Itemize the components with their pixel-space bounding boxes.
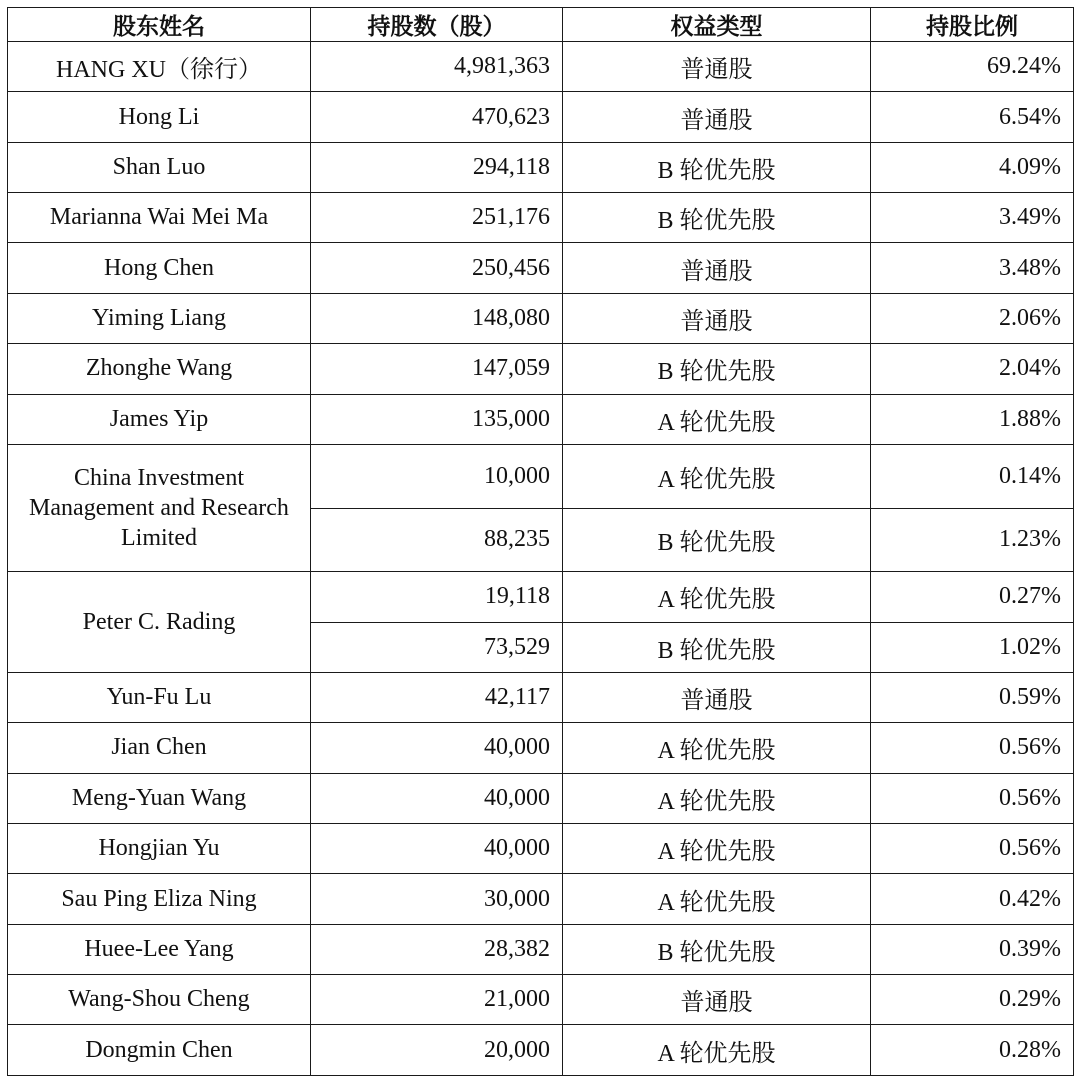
shareholder-name-cell: HANG XU（徐行）: [8, 42, 311, 92]
equity-type-cell: 普通股: [563, 42, 871, 92]
share-count-cell: 20,000: [311, 1025, 563, 1076]
share-count-cell: 147,059: [311, 344, 563, 394]
share-percentage-cell: 3.49%: [871, 193, 1074, 243]
equity-type-cell: 普通股: [563, 975, 871, 1025]
equity-type-cell: B 轮优先股: [563, 508, 871, 572]
share-percentage-cell: 2.06%: [871, 293, 1074, 343]
table-row: [8, 874, 1074, 924]
equity-type-cell: B 轮优先股: [563, 344, 871, 394]
share-percentage-cell: 0.56%: [871, 823, 1074, 873]
share-count-cell: 251,176: [311, 193, 563, 243]
table-row: [8, 924, 1074, 974]
shareholder-name-cell: Hong Li: [8, 92, 311, 142]
table-row: [8, 344, 1074, 394]
share-count-cell: 250,456: [311, 243, 563, 293]
table-body: [8, 42, 1074, 1076]
equity-type-cell: A 轮优先股: [563, 823, 871, 873]
shareholder-name-cell: Jian Chen: [8, 723, 311, 773]
share-count-cell: 148,080: [311, 293, 563, 343]
table-row: [8, 672, 1074, 722]
share-count-cell: 294,118: [311, 142, 563, 192]
equity-type-cell: B 轮优先股: [563, 142, 871, 192]
shareholder-name-cell: Meng-Yuan Wang: [8, 773, 311, 823]
table-row: [8, 293, 1074, 343]
header-share-percentage: 持股比例: [871, 8, 1074, 42]
equity-type-cell: A 轮优先股: [563, 394, 871, 444]
share-count-cell: 4,981,363: [311, 42, 563, 92]
table-row: [8, 394, 1074, 444]
share-percentage-cell: 1.02%: [871, 622, 1074, 672]
table-row: [8, 773, 1074, 823]
share-count-cell: 73,529: [311, 622, 563, 672]
share-percentage-cell: 0.56%: [871, 773, 1074, 823]
equity-type-cell: 普通股: [563, 672, 871, 722]
equity-type-cell: A 轮优先股: [563, 572, 871, 622]
share-percentage-cell: 1.23%: [871, 508, 1074, 572]
table-row: [8, 572, 1074, 622]
shareholder-name-cell: Hongjian Yu: [8, 823, 311, 873]
share-count-cell: 10,000: [311, 444, 563, 508]
table-row: [8, 823, 1074, 873]
share-percentage-cell: 6.54%: [871, 92, 1074, 142]
share-count-cell: 40,000: [311, 823, 563, 873]
table-row: [8, 1025, 1074, 1076]
equity-type-cell: A 轮优先股: [563, 874, 871, 924]
shareholders-table: [7, 7, 1074, 1076]
equity-type-cell: 普通股: [563, 243, 871, 293]
share-percentage-cell: 0.59%: [871, 672, 1074, 722]
shareholder-name-cell: Peter C. Rading: [8, 572, 311, 673]
share-count-cell: 88,235: [311, 508, 563, 572]
equity-type-cell: A 轮优先股: [563, 444, 871, 508]
share-count-cell: 135,000: [311, 394, 563, 444]
share-percentage-cell: 2.04%: [871, 344, 1074, 394]
share-count-cell: 40,000: [311, 723, 563, 773]
table-row: [8, 193, 1074, 243]
equity-type-cell: B 轮优先股: [563, 193, 871, 243]
share-count-cell: 30,000: [311, 874, 563, 924]
share-percentage-cell: 0.56%: [871, 723, 1074, 773]
equity-type-cell: A 轮优先股: [563, 773, 871, 823]
share-percentage-cell: 0.28%: [871, 1025, 1074, 1076]
table-row: [8, 243, 1074, 293]
table-row: [8, 142, 1074, 192]
table-header: [8, 8, 1074, 42]
table-row: [8, 975, 1074, 1025]
equity-type-cell: A 轮优先股: [563, 1025, 871, 1076]
equity-type-cell: 普通股: [563, 92, 871, 142]
share-count-cell: 28,382: [311, 924, 563, 974]
shareholder-name-cell: China Investment Management and Research Limited: [8, 444, 311, 571]
shareholder-name-cell: Dongmin Chen: [8, 1025, 311, 1076]
shareholder-name-cell: Sau Ping Eliza Ning: [8, 874, 311, 924]
table-row: [8, 92, 1074, 142]
shareholder-name-cell: Wang-Shou Cheng: [8, 975, 311, 1025]
shareholder-name-cell: Huee-Lee Yang: [8, 924, 311, 974]
table-row: [8, 723, 1074, 773]
share-count-cell: 40,000: [311, 773, 563, 823]
share-percentage-cell: 0.39%: [871, 924, 1074, 974]
share-percentage-cell: 0.42%: [871, 874, 1074, 924]
equity-type-cell: B 轮优先股: [563, 622, 871, 672]
shareholder-name-cell: Zhonghe Wang: [8, 344, 311, 394]
shareholder-name-cell: James Yip: [8, 394, 311, 444]
shareholder-name-cell: Hong Chen: [8, 243, 311, 293]
share-percentage-cell: 0.29%: [871, 975, 1074, 1025]
header-share-count: 持股数（股）: [311, 8, 563, 42]
header-row: [8, 8, 1074, 42]
table-row: [8, 42, 1074, 92]
share-count-cell: 19,118: [311, 572, 563, 622]
header-shareholder-name: 股东姓名: [8, 8, 311, 42]
share-percentage-cell: 0.14%: [871, 444, 1074, 508]
table-row: [8, 444, 1074, 508]
share-percentage-cell: 4.09%: [871, 142, 1074, 192]
share-count-cell: 470,623: [311, 92, 563, 142]
equity-type-cell: B 轮优先股: [563, 924, 871, 974]
share-percentage-cell: 69.24%: [871, 42, 1074, 92]
equity-type-cell: A 轮优先股: [563, 723, 871, 773]
shareholder-name-cell: Shan Luo: [8, 142, 311, 192]
share-percentage-cell: 0.27%: [871, 572, 1074, 622]
header-equity-type: 权益类型: [563, 8, 871, 42]
shareholder-name-cell: Yiming Liang: [8, 293, 311, 343]
share-percentage-cell: 1.88%: [871, 394, 1074, 444]
share-percentage-cell: 3.48%: [871, 243, 1074, 293]
equity-type-cell: 普通股: [563, 293, 871, 343]
share-count-cell: 21,000: [311, 975, 563, 1025]
share-count-cell: 42,117: [311, 672, 563, 722]
shareholder-name-cell: Yun-Fu Lu: [8, 672, 311, 722]
shareholder-name-cell: Marianna Wai Mei Ma: [8, 193, 311, 243]
